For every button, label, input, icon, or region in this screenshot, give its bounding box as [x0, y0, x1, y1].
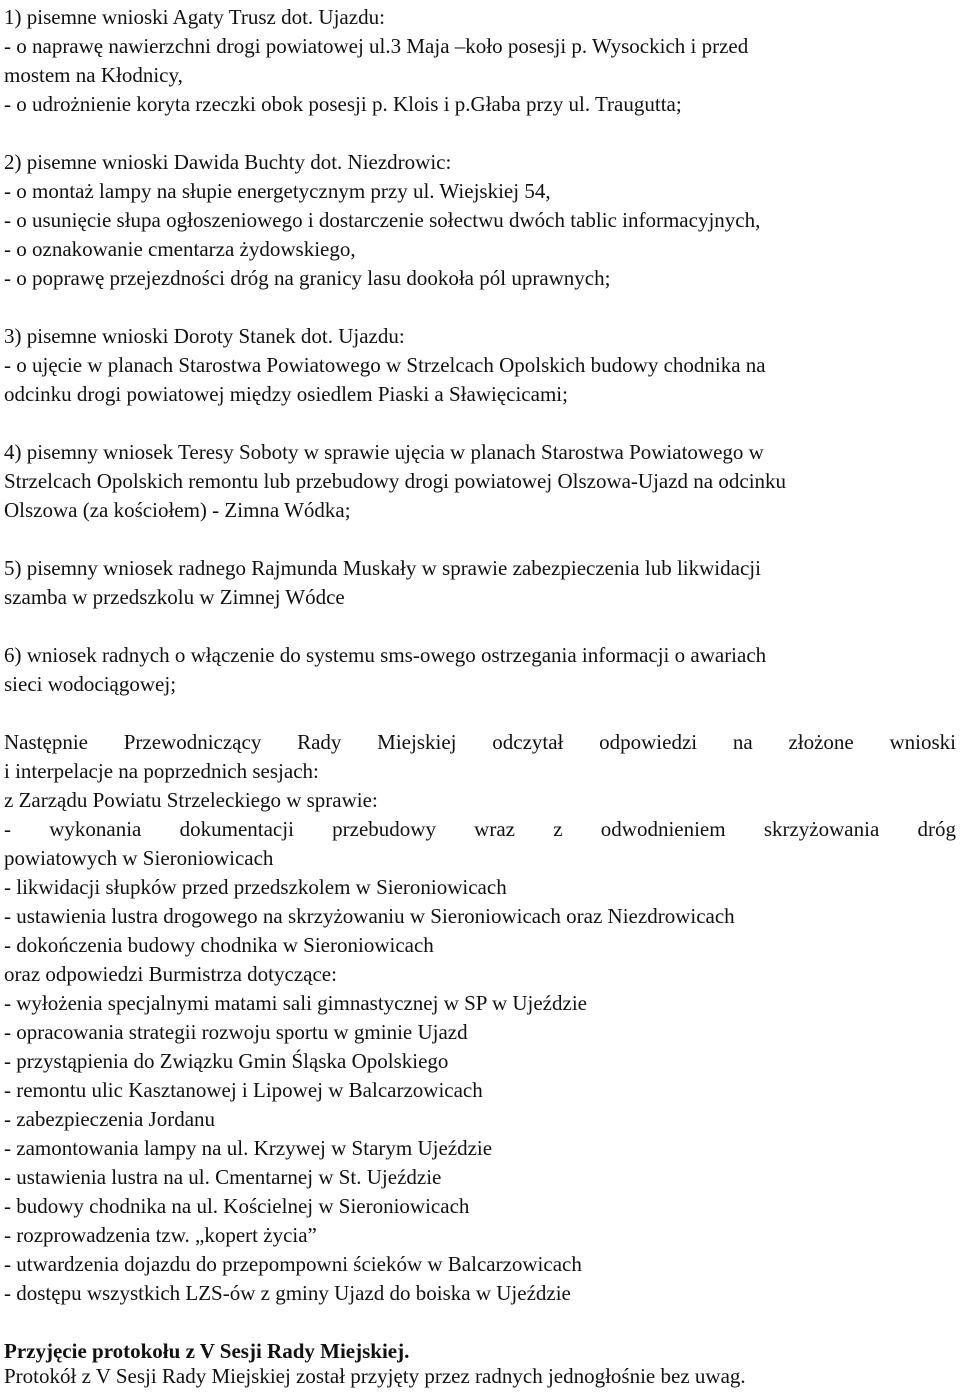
text-line: szamba w przedszkolu w Zimnej Wódce: [4, 585, 345, 609]
text-line: 1) pisemne wnioski Agaty Trusz dot. Ujazdu:: [4, 5, 385, 29]
text-line: - budowy chodnika na ul. Kościelnej w Sieroniowicach: [4, 1194, 470, 1218]
text-line: oraz odpowiedzi Burmistrza dotyczące:: [4, 962, 337, 986]
text-line: - o montaż lampy na słupie energetycznym przy ul. Wiejskiej 54,: [4, 179, 551, 203]
text-line: mostem na Kłodnicy,: [4, 63, 183, 87]
text-line: - likwidacji słupków przed przedszkolem w Sieroniowicach: [4, 875, 507, 899]
text-line: - wyłożenia specjalnymi matami sali gimnastycznej w SP w Ujeździe: [4, 991, 587, 1015]
text-line: - o ujęcie w planach Starostwa Powiatowego w Strzelcach Opolskich budowy chodnika na: [4, 353, 766, 377]
text-line: 5) pisemny wniosek radnego Rajmunda Muskały w sprawie zabezpieczenia lub likwidacji: [4, 556, 761, 580]
text-line: 4) pisemny wniosek Teresy Soboty w sprawie ujęcia w planach Starostwa Powiatowego w: [4, 440, 764, 464]
text-line: - utwardzenia dojazdu do przepompowni ścieków w Balcarzowicach: [4, 1252, 582, 1276]
text-line: - rozprowadzenia tzw. „kopert życia”: [4, 1223, 317, 1247]
text-line: - o oznakowanie cmentarza żydowskiego,: [4, 237, 356, 261]
text-line: - dostępu wszystkich LZS-ów z gminy Ujazd do boiska w Ujeździe: [4, 1281, 571, 1305]
text-line: - o udrożnienie koryta rzeczki obok posesji p. Klois i p.Głaba przy ul. Traugutta;: [4, 92, 682, 116]
section-heading: Przyjęcie protokołu z V Sesji Rady Miejskiej.: [4, 1339, 410, 1363]
text-line: Następnie Przewodniczący Rady Miejskiej odczytał odpowiedzi na złożone wnioski: [4, 730, 956, 754]
text-line: - ustawienia lustra drogowego na skrzyżowaniu w Sieroniowicach oraz Niezdrowicach: [4, 904, 735, 928]
text-line: 2) pisemne wnioski Dawida Buchty dot. Niezdrowic:: [4, 150, 452, 174]
text-line: - opracowania strategii rozwoju sportu w gminie Ujazd: [4, 1020, 468, 1044]
text-line: z Zarządu Powiatu Strzeleckiego w sprawie:: [4, 788, 378, 812]
text-line: - o poprawę przejezdności dróg na granicy lasu dookoła pól uprawnych;: [4, 266, 611, 290]
text-line: - wykonania dokumentacji przebudowy wraz z odwodnieniem skrzyżowania dróg: [4, 817, 956, 841]
text-line: i interpelacje na poprzednich sesjach:: [4, 759, 319, 783]
text-line: Strzelcach Opolskich remontu lub przebudowy drogi powiatowej Olszowa-Ujazd na odcinku: [4, 469, 787, 493]
text-line: 3) pisemne wnioski Doroty Stanek dot. Ujazdu:: [4, 324, 405, 348]
text-line: - zabezpieczenia Jordanu: [4, 1107, 216, 1131]
text-line: - remontu ulic Kasztanowej i Lipowej w Balcarzowicach: [4, 1078, 483, 1102]
text-line: - zamontowania lampy na ul. Krzywej w Starym Ujeździe: [4, 1136, 493, 1160]
text-line: - o usunięcie słupa ogłoszeniowego i dostarczenie sołectwu dwóch tablic informacyjnych,: [4, 208, 761, 232]
text-line: - przystąpienia do Związku Gmin Śląska Opolskiego: [4, 1049, 449, 1073]
text-line: - ustawienia lustra na ul. Cmentarnej w St. Ujeździe: [4, 1165, 442, 1189]
text-line: - o naprawę nawierzchni drogi powiatowej ul.3 Maja –koło posesji p. Wysockich i przed: [4, 34, 749, 58]
text-line: 6) wniosek radnych o włączenie do systemu sms-owego ostrzegania informacji o awariach: [4, 643, 767, 667]
text-line: Olszowa (za kościołem) - Zimna Wódka;: [4, 498, 351, 522]
text-line: Protokół z V Sesji Rady Miejskiej został przyjęty przez radnych jednogłośnie bez uwag.: [4, 1364, 746, 1388]
text-line: - dokończenia budowy chodnika w Sieroniowicach: [4, 933, 434, 957]
text-line: odcinku drogi powiatowej między osiedlem Piaski a Sławięcicami;: [4, 382, 568, 406]
text-line: powiatowych w Sieroniowicach: [4, 846, 274, 870]
text-line: sieci wodociągowej;: [4, 672, 177, 696]
